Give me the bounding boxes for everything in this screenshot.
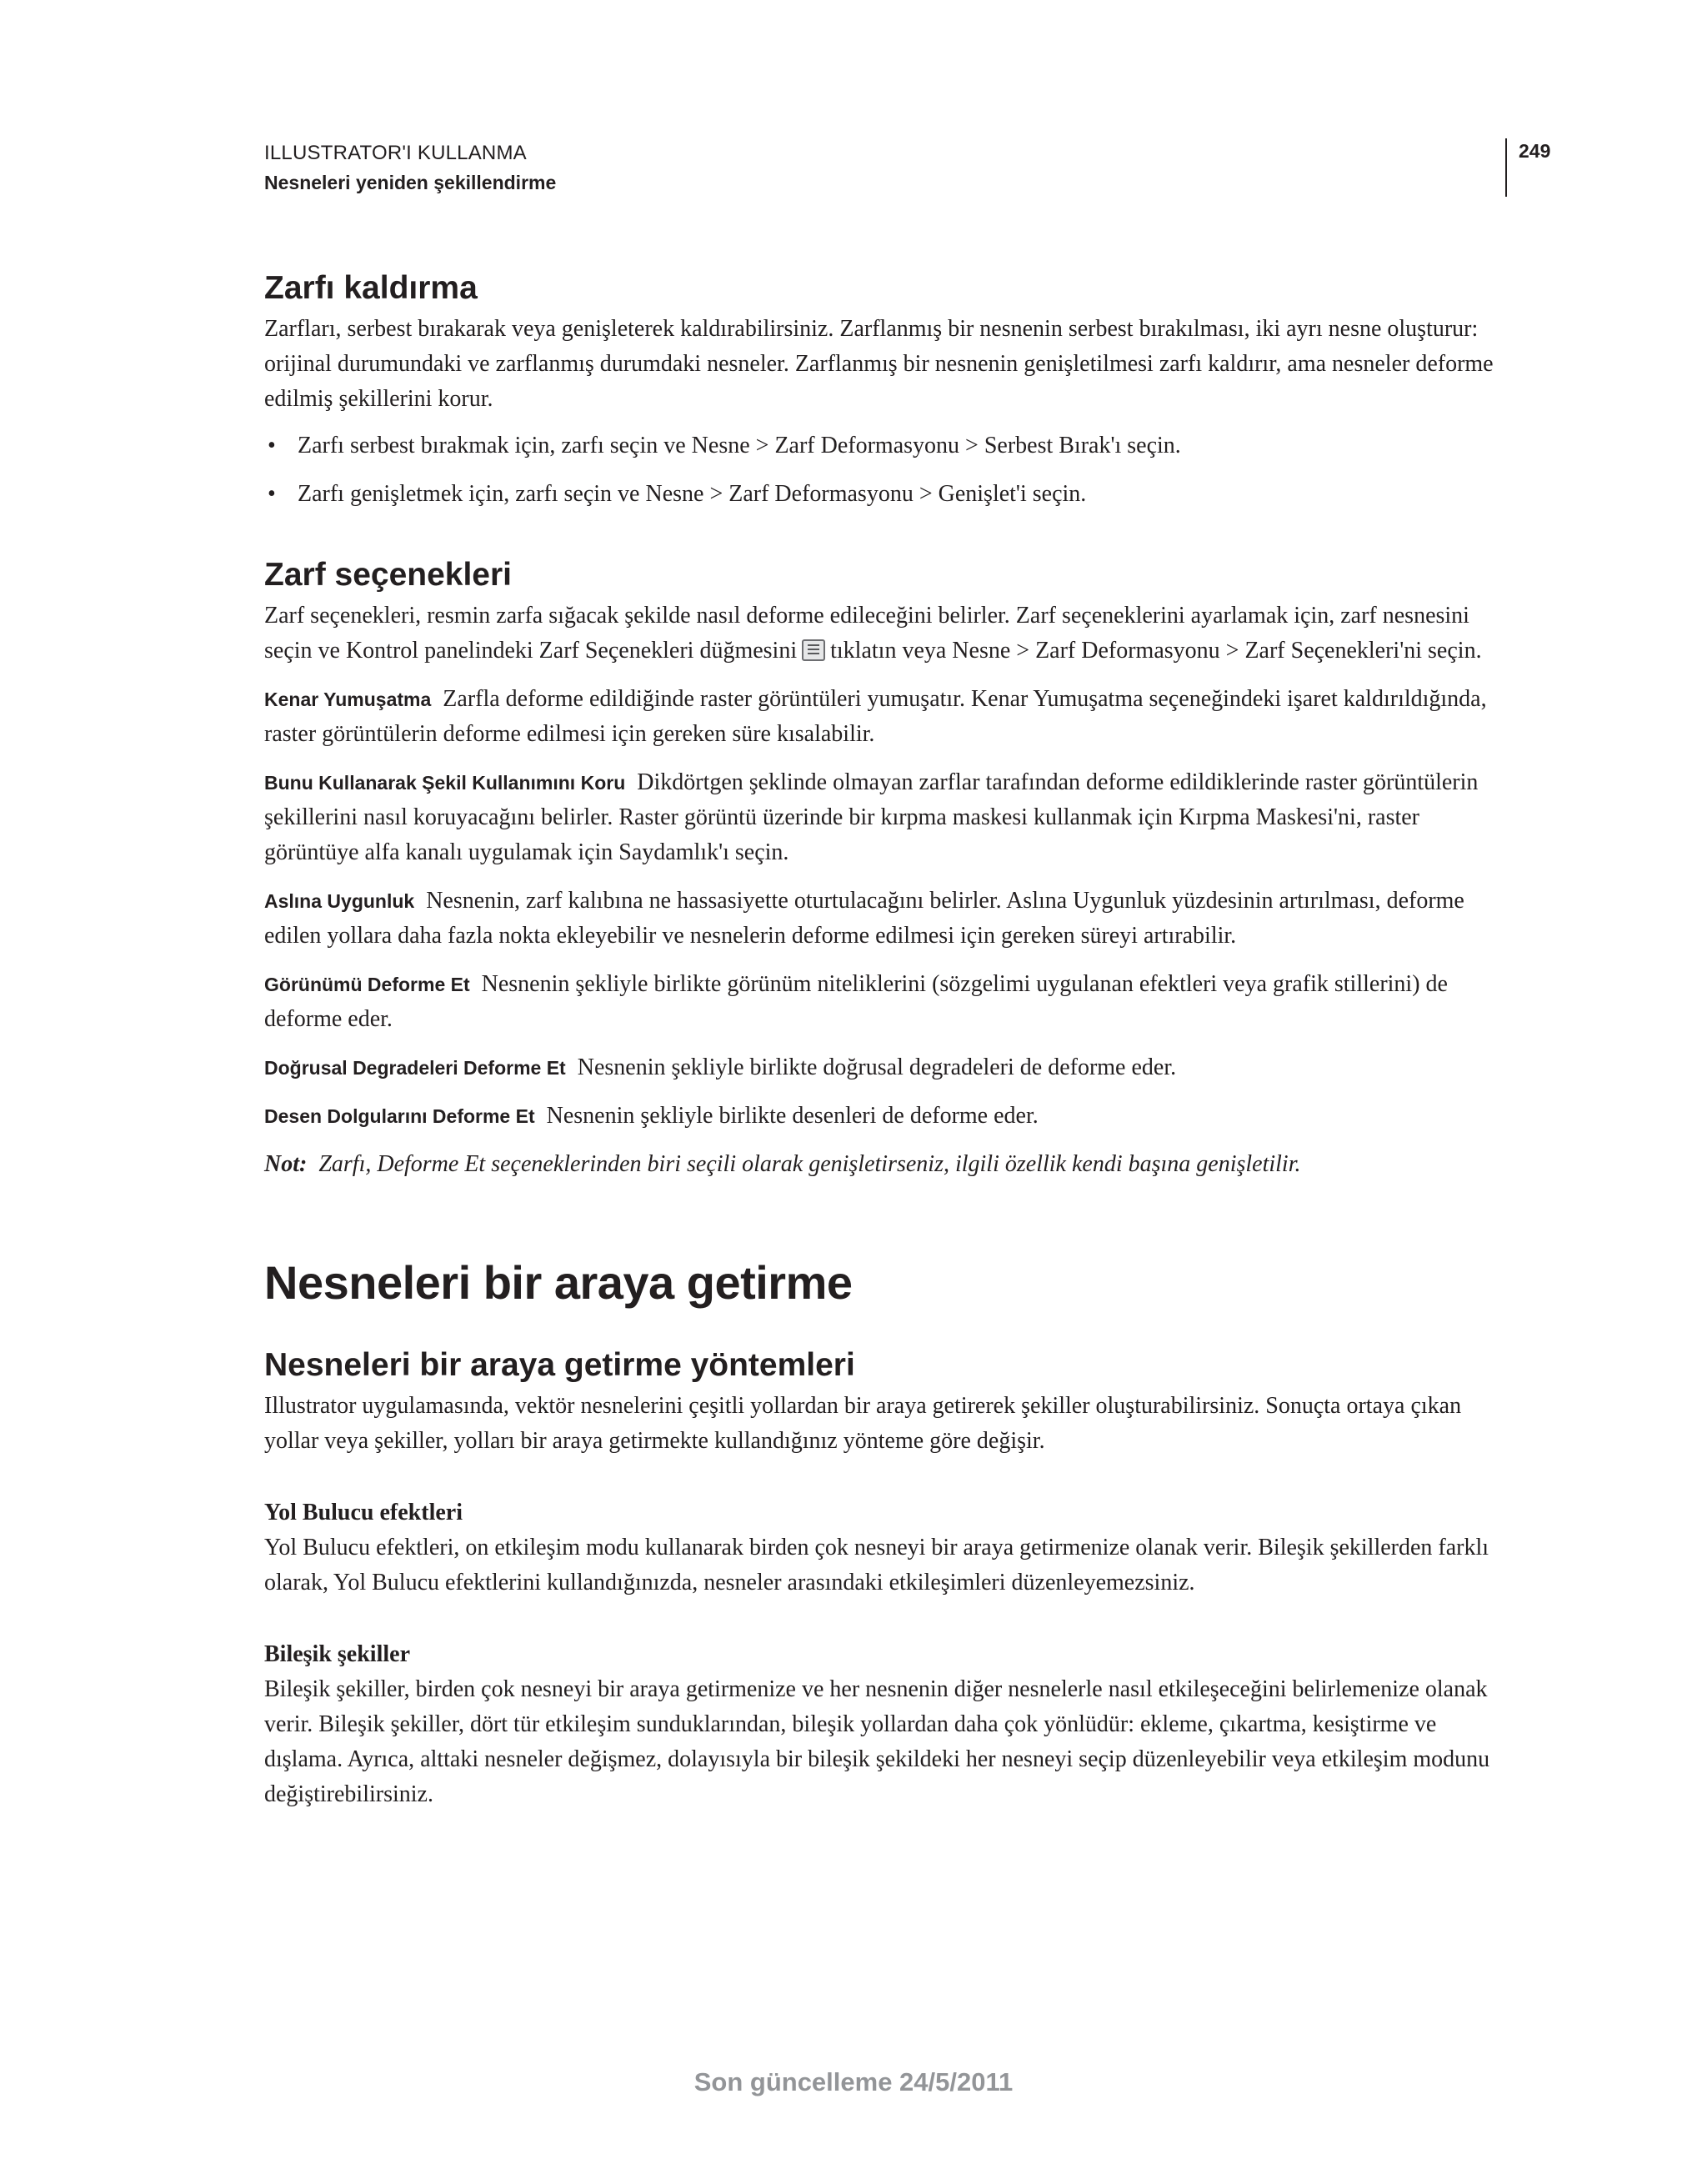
note [264, 1147, 1498, 1182]
list-item [264, 428, 1498, 463]
option-desc: Dikdörtgen şeklinde olmayan zarflar tarafından deforme edildiklerinde raster görüntülerin şekillerini nasıl koruyacağını belirler. Raster görüntü üzerinde bir kırpma maskesi kullanmak için Kırpma Maskesi'ni, raster görüntüye alfa kanalı uygulamak için Saydamlık'ı seçin. [264, 769, 1479, 865]
compound-shapes-body: Bileşik şekiller, birden çok nesneyi bir araya getirmenize ve her nesnenin diğer nesnelerle nasıl etkileşeceğini belirlemenize olanak verir. Bileşik şekiller, dört tür etkileşim sunduklarından, bileşik yollardan daha çok yönlüdür: ekleme, çıkartma, kesiştirme ve dışlama. Ayrıca, alttaki nesneler değişmez, dolayısıyla bir bileşik şekildeki her nesneyi seçip düzenleyebilir veya etkileşim modunu değiştirebilirsiniz. [264, 1676, 1490, 1807]
running-header-subtitle: Nesneleri yeniden şekillendirme [264, 172, 557, 193]
option-desc: Nesnenin, zarf kalıbına ne hassasiyette oturtulacağını belirler. Aslına Uygunluk yüzdesinin artırılması, deforme edilen yollara daha fazla nokta ekleyebilir ve nesnelerin deforme edilmesi için gereken süreyi artırabilir. [264, 888, 1464, 949]
note-text: Zarfı, Deforme Et seçeneklerinden biri seçili olarak genişletirseniz, ilgili özellik kendi başına genişletilir. [318, 1151, 1301, 1177]
option-term: Kenar Yumuşatma [264, 689, 432, 710]
running-header-title: ILLUSTRATOR'I KULLANMA [264, 142, 527, 164]
page-number: 249 [1519, 140, 1551, 162]
intro-text-b: tıklatın veya Nesne > Zarf Deformasyonu > Zarf Seçenekleri'ni seçin. [830, 638, 1482, 664]
section-heading-combine-methods: Nesneleri bir araya getirme yöntemleri [264, 1347, 855, 1383]
section-heading-envelope-options: Zarf seçenekleri [264, 557, 513, 593]
option-item [264, 1050, 1498, 1085]
bullet-icon: • [268, 433, 276, 458]
chapter-title: Nesneleri bir araya getirme [264, 1256, 853, 1309]
page-content [264, 268, 1498, 1812]
remove-envelope-body: Zarfları, serbest bırakarak veya genişleterek kaldırabilirsiniz. Zarflanmış bir nesnenin serbest bırakılması, iki ayrı nesne oluşturur: orijinal durumundaki ve zarflanmış durumdaki nesneler. Zarflanmış bir nesnenin genişletilmesi zarfı kaldırır, ama nesneler deforme edilmiş şekillerini korur. [264, 316, 1494, 412]
page-footer: Son güncelleme 24/5/2011 [693, 2067, 1014, 2096]
subheading-compound-shapes: Bileşik şekiller [264, 1641, 410, 1667]
option-term: Aslına Uygunluk [264, 890, 415, 912]
combine-methods-body: Illustrator uygulamasında, vektör nesnelerini çeşitli yollardan bir araya getirerek şekiller oluşturabilirsiniz. Sonuçta ortaya çıkan yollar veya şekiller, yolları bir araya getirmekte kullandığınız yönteme göre değişir. [264, 1393, 1462, 1454]
intro-text-a: Zarf seçenekleri, resmin zarfa sığacak şekilde nasıl deforme edileceğini belirler. Zarf seçeneklerini ayarlamak için, zarf nesnesini seçin ve Kontrol panelindeki Zarf Seçenekleri düğmesini [264, 603, 1469, 664]
pathfinder-body: Yol Bulucu efektleri, on etkileşim modu kullanarak birden çok nesneyi bir araya getirmenize olanak verir. Bileşik şekillerden farklı olarak, Yol Bulucu efektlerini kullandığınızda, nesneler arasındaki etkileşimleri düzenleyemezsiniz. [264, 1535, 1489, 1595]
option-desc: Nesnenin şekliyle birlikte desenleri de deforme eder. [546, 1103, 1039, 1129]
option-term: Doğrusal Degradeleri Deforme Et [264, 1057, 566, 1079]
list-item [264, 477, 1498, 512]
option-desc: Zarfla deforme edildiğinde raster görüntüleri yumuşatır. Kenar Yumuşatma seçeneğindeki işaret kaldırıldığında, raster görüntülerin deforme edilmesi için gereken süre kısalabilir. [264, 686, 1487, 747]
remove-envelope-steps [264, 428, 1498, 512]
section-heading-remove-envelope: Zarfı kaldırma [264, 270, 478, 306]
option-item [264, 765, 1498, 870]
list-item-text: Zarfı serbest bırakmak için, zarfı seçin ve Nesne > Zarf Deformasyonu > Serbest Bırak'ı seçin. [298, 433, 1181, 458]
header-divider [1505, 138, 1507, 197]
option-term: Desen Dolgularını Deforme Et [264, 1105, 535, 1127]
note-label: Not: [264, 1151, 308, 1177]
list-item-text: Zarfı genişletmek için, zarfı seçin ve Nesne > Zarf Deformasyonu > Genişlet'i seçin. [298, 481, 1087, 507]
bullet-icon: • [268, 481, 276, 507]
option-term: Bunu Kullanarak Şekil Kullanımını Koru [264, 772, 626, 794]
option-item [264, 1099, 1498, 1134]
option-item [264, 884, 1498, 954]
option-desc: Nesnenin şekliyle birlikte doğrusal degradeleri de deforme eder. [577, 1054, 1177, 1080]
option-term: Görünümü Deforme Et [264, 974, 470, 995]
envelope-options-icon [802, 639, 825, 661]
option-item [264, 967, 1498, 1037]
subheading-pathfinder: Yol Bulucu efektleri [264, 1500, 463, 1525]
envelope-options-intro [264, 599, 1498, 669]
option-desc: Nesnenin şekliyle birlikte görünüm niteliklerini (sözgelimi uygulanan efektleri veya grafik stillerini) de deforme eder. [264, 971, 1448, 1032]
option-item [264, 682, 1498, 752]
